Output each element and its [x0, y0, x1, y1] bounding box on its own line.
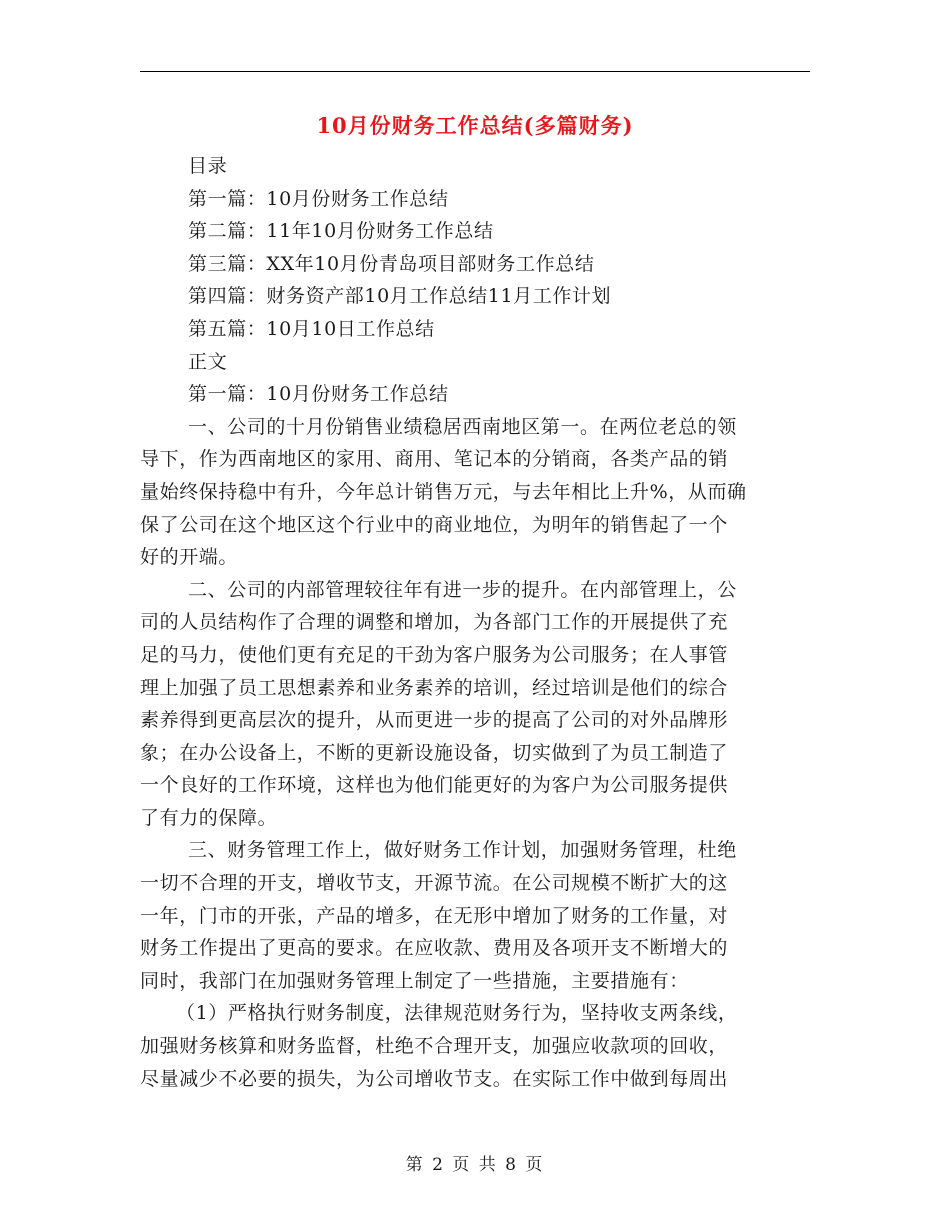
toc-item-2: 第二篇：11年10月份财务工作总结	[188, 220, 494, 243]
toc-item-5: 第五篇：10月10日工作总结	[188, 317, 435, 340]
paragraph-line: 财务工作提出了更高的要求。在应收款、费用及各项开支不断增大的	[140, 937, 729, 960]
paragraph-line: 加强财务核算和财务监督，杜绝不合理开支，加强应收款项的回收，	[140, 1035, 729, 1058]
paragraph-line: 量始终保持稳中有升，今年总计销售万元，与去年相比上升%，从而确	[140, 480, 747, 503]
paragraph-line: 尽量减少不必要的损失，为公司增收节支。在实际工作中做到每周出	[140, 1067, 729, 1090]
document-body	[140, 150, 812, 1095]
paragraph-line: （1）严格执行财务制度，法律规范财务行为，坚持收支两条线，	[176, 1002, 738, 1025]
paragraph-line: 好的开端。	[140, 546, 239, 569]
paragraph-line: 一、公司的十月份销售业绩稳居西南地区第一。在两位老总的领	[188, 415, 737, 438]
body-heading: 正文	[188, 350, 228, 373]
paragraph-line: 一年，门市的开张，产品的增多，在无形中增加了财务的工作量，对	[140, 904, 729, 927]
paragraph-line: 足的马力，使他们更有充足的干劲为客户服务为公司服务；在人事管	[140, 643, 729, 666]
paragraph-line: 二、公司的内部管理较往年有进一步的提升。在内部管理上，公	[188, 578, 737, 601]
paragraph-line: 了有力的保障。	[140, 806, 278, 829]
document-title: 10月份财务工作总结(多篇财务)	[316, 113, 634, 138]
paragraph-line: 同时，我部门在加强财务管理上制定了一些措施，主要措施有：	[140, 969, 689, 992]
chapter-heading: 第一篇：10月份财务工作总结	[188, 383, 449, 406]
paragraph-line: 司的人员结构作了合理的调整和增加，为各部门工作的开展提供了充	[140, 611, 729, 634]
paragraph-line: 理上加强了员工思想素养和业务素养的培训，经过培训是他们的综合	[140, 676, 729, 699]
toc-item-1: 第一篇：10月份财务工作总结	[188, 187, 449, 210]
toc-item-3: 第三篇：XX年10月份青岛项目部财务工作总结	[188, 252, 595, 275]
paragraph-line: 一个良好的工作环境，这样也为他们能更好的为客户为公司服务提供	[140, 774, 729, 797]
header-rule	[140, 71, 810, 72]
paragraph-line: 导下，作为西南地区的家用、商用、笔记本的分销商，各类产品的销	[140, 448, 729, 471]
paragraph-line: 素养得到更高层次的提升，从而更进一步的提高了公司的对外品牌形	[140, 709, 729, 732]
paragraph-line: 象；在办公设备上，不断的更新设施设备，切实做到了为员工制造了	[140, 741, 729, 764]
toc-heading: 目录	[188, 155, 228, 177]
paragraph-line: 一切不合理的开支，增收节支，开源节流。在公司规模不断扩大的这	[140, 872, 729, 895]
paragraph-line: 保了公司在这个地区这个行业中的商业地位，为明年的销售起了一个	[140, 513, 729, 536]
page-number: 第 2 页 共 8 页	[405, 1155, 545, 1175]
paragraph-line: 三、财务管理工作上，做好财务工作计划，加强财务管理，杜绝	[188, 839, 737, 862]
toc-item-4: 第四篇：财务资产部10月工作总结11月工作计划	[188, 285, 612, 308]
